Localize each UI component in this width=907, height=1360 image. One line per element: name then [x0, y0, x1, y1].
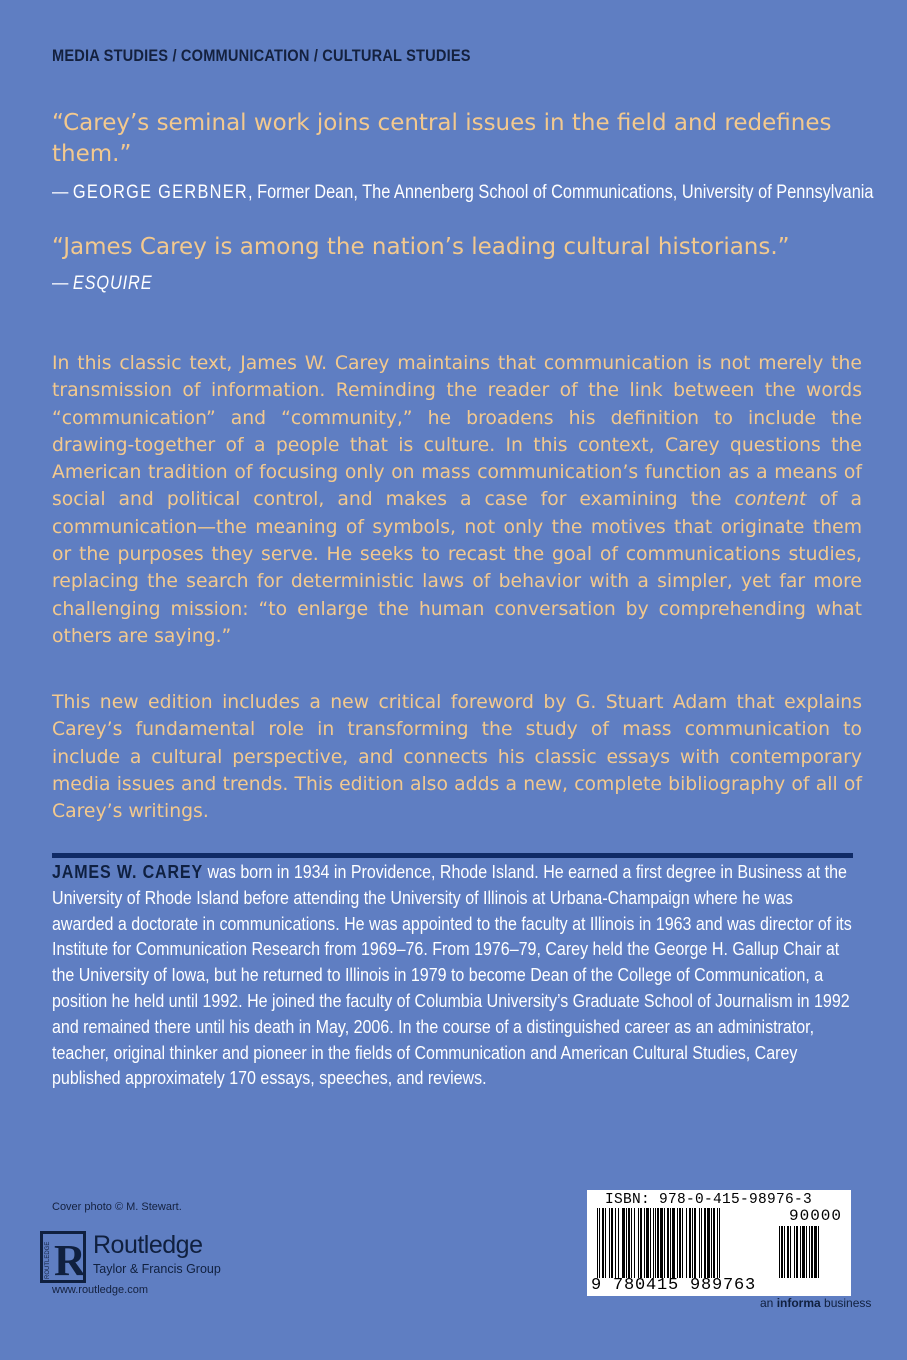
quote-2-attribution: — ESQUIRE — [52, 273, 153, 294]
description-paragraph-2: This new edition includes a new critical foreword by G. Stuart Adam that explains Carey’s fundamental role in transforming the study of mass communication to include a cultural perspective, and connects his classic essays with contemporary media issues and trends. This edition also adds a new, complete bibliography of all of Carey’s writings. — [52, 692, 862, 823]
barcode-bar — [814, 1226, 817, 1278]
barcode-bar — [644, 1208, 645, 1278]
barcode-bar — [615, 1208, 616, 1278]
barcode-bar — [638, 1208, 639, 1278]
publisher-group: Taylor & Francis Group — [93, 1262, 221, 1276]
barcode-bar — [707, 1208, 710, 1278]
informa-tagline: an informa business — [760, 1296, 872, 1310]
review-quote-1: “Carey’s seminal work joins central issues in the field and redefines them.” — [52, 110, 832, 167]
author-bio — [52, 859, 853, 1091]
barcode-bars — [597, 1208, 767, 1278]
barcode-bar — [618, 1208, 619, 1278]
barcode-bar — [611, 1208, 613, 1278]
routledge-logo-icon — [40, 1231, 86, 1283]
barcode-bar — [699, 1208, 700, 1278]
barcode-digits: 9 780415 989763 — [591, 1276, 757, 1295]
barcode-bar — [686, 1208, 687, 1278]
barcode-bar — [701, 1208, 702, 1278]
barcode-bar — [602, 1208, 604, 1278]
publisher-logo — [40, 1226, 240, 1286]
barcode-bar — [597, 1208, 598, 1278]
barcode-bar — [653, 1208, 654, 1278]
barcode-bar — [794, 1226, 795, 1278]
quote-1-author-title: , Former Dean, The Annenberg School of Communications, University of Pennsylvania — [248, 182, 874, 203]
barcode-bar — [692, 1208, 693, 1278]
section-divider — [52, 853, 853, 858]
barcode-bar — [631, 1208, 632, 1278]
emphasis-content: content — [734, 489, 807, 511]
author-name: JAMES W. CAREY — [52, 861, 203, 882]
barcode-bar — [800, 1226, 801, 1278]
barcode-bar — [719, 1208, 720, 1278]
barcode-bar — [818, 1226, 819, 1278]
isbn-label: ISBN: 978-0-415-98976-3 — [605, 1192, 813, 1208]
barcode-bar — [640, 1208, 642, 1278]
publisher-url: www.routledge.com — [52, 1284, 148, 1296]
barcode-bar — [628, 1208, 630, 1278]
barcode-bar — [599, 1208, 600, 1278]
barcode-bar — [704, 1208, 706, 1278]
barcode-bar — [650, 1208, 651, 1278]
description-paragraph-1: In this classic text, James W. Carey maintains that communication is not merely the transmission of information. Reminding the reader of the link between the words “communication” and “community,” he broadens his definition to include the drawing-together of a people that is culture. In this context, Carey questions the American tradition of focusing only on mass communication’s function as a means of social and political control, and makes a case for examining the content of a communication—the meaning of symbols, not only the motives that originate them or the purposes they serve. He seeks to recast the goal of communications studies, replacing the search for deterministic laws of behavior with a simpler, yet far more challenging mission: “to enlarge the human conversation by comprehending what others are saying.” — [52, 353, 862, 647]
quote-1-attribution: — GEORGE GERBNER, Former Dean, The Annenberg School of Communications, University of Pennsylvania — [52, 182, 874, 203]
barcode-bar — [781, 1226, 783, 1278]
cover-photo-credit: Cover photo © M. Stewart. — [52, 1201, 182, 1213]
barcode-bar — [605, 1208, 606, 1278]
barcode-bar — [664, 1208, 665, 1278]
barcode-bar — [784, 1226, 785, 1278]
barcode-bar — [790, 1226, 791, 1278]
barcode-bar — [660, 1208, 663, 1278]
barcode-bar — [713, 1208, 715, 1278]
barcode-bar — [670, 1208, 671, 1278]
barcode-bar — [806, 1226, 807, 1278]
barcode-bar — [802, 1226, 805, 1278]
barcode-bar — [667, 1208, 669, 1278]
svg-text:ROUTLEDGE: ROUTLEDGE — [45, 1241, 51, 1279]
barcode-bar — [609, 1208, 610, 1278]
barcode-bar — [711, 1208, 712, 1278]
barcode-bar — [811, 1226, 813, 1278]
barcode-bar — [796, 1226, 798, 1278]
barcode-bar — [622, 1208, 625, 1278]
barcode-bar — [809, 1226, 810, 1278]
barcode-bar — [787, 1226, 789, 1278]
barcode-bar — [717, 1208, 718, 1278]
barcode-bar — [694, 1208, 696, 1278]
barcode-bar — [634, 1208, 635, 1278]
barcode-bar — [672, 1208, 675, 1278]
quote-2-source: ESQUIRE — [72, 273, 153, 294]
isbn-barcode — [587, 1190, 851, 1296]
barcode-bar — [689, 1208, 691, 1278]
publisher-name: Routledge — [93, 1231, 203, 1259]
review-quote-2: “James Carey is among the nation’s leading cultural historians.” — [52, 234, 790, 260]
barcode-bar — [626, 1208, 627, 1278]
svg-text:R: R — [54, 1236, 86, 1283]
barcode-bar — [679, 1208, 681, 1278]
barcode-bar — [677, 1208, 678, 1278]
barcode-bar — [682, 1208, 683, 1278]
barcode-addon-bars — [779, 1226, 843, 1278]
barcode-bar — [779, 1226, 780, 1278]
barcode-bar — [655, 1208, 656, 1278]
subject-category: MEDIA STUDIES / COMMUNICATION / CULTURAL STUDIES — [52, 46, 471, 65]
barcode-bar — [646, 1208, 649, 1278]
barcode-bar — [657, 1208, 659, 1278]
price-code: 90000 — [788, 1207, 842, 1225]
quote-1-author: GEORGE GERBNER — [72, 182, 249, 203]
author-bio-text: was born in 1934 in Providence, Rhode Island. He earned a first degree in Business at the University of Rhode Island before attending the University of Illinois at Urbana-Champaign where he was awarded a doctorate in communications. He was appointed to the faculty at Illinois in 1963 and was director of its Institute for Communication Research from 1969–76. From 1976–79, Carey held the George H. Gallup Chair at the University of Iowa, but he returned to Illinois in 1979 to become Dean of the College of Communication, a position he held until 1992. He joined the faculty of Columbia University’s Graduate School of Journalism in 1992 and remained there until his death in May, 2006. In the course of a distinguished career as an administrator, teacher, original thinker and pioneer in the fields of Communication and American Cultural Studies, Carey published approximately 170 essays, speeches, and reviews. — [52, 861, 852, 1089]
